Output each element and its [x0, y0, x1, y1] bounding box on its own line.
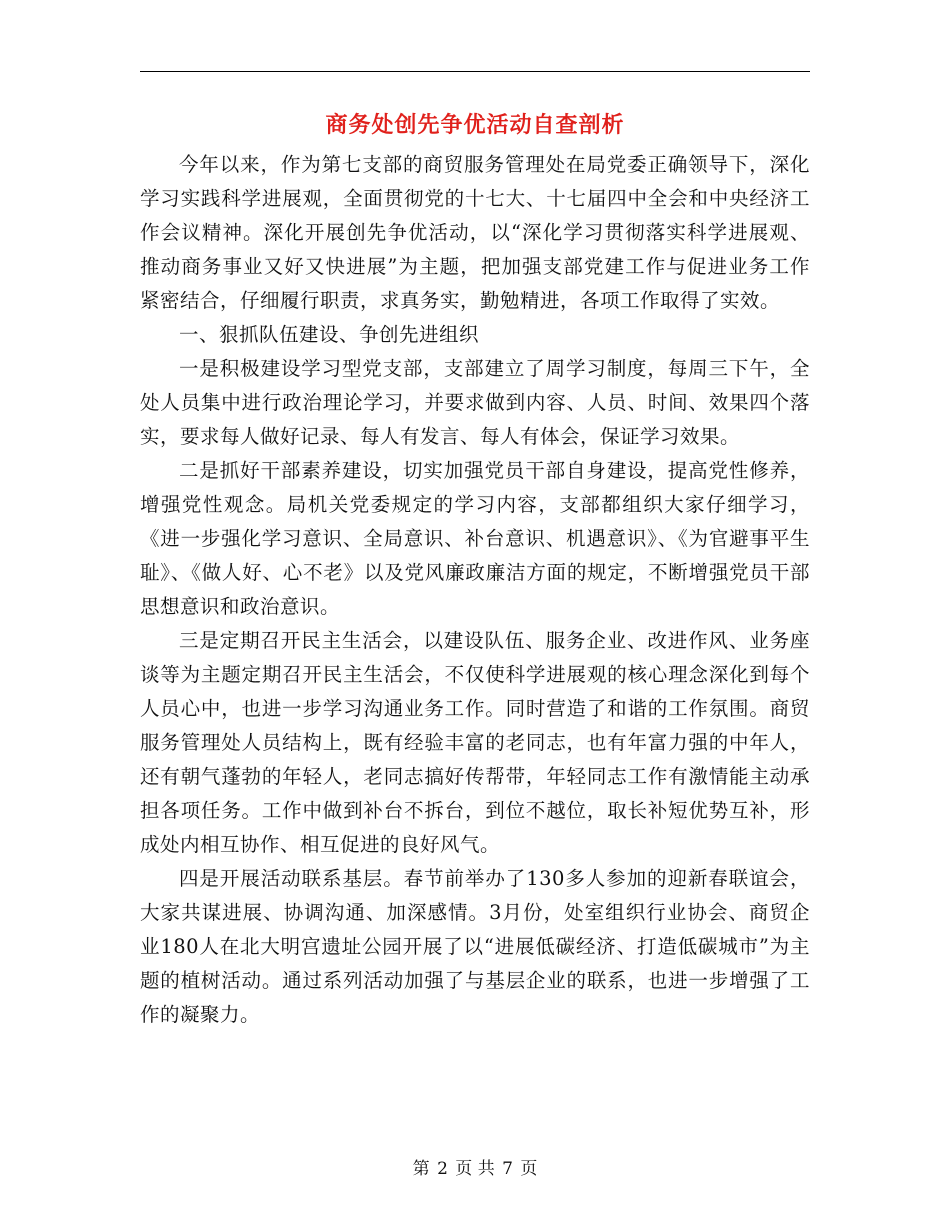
total-pages-number: 7 — [502, 1159, 513, 1179]
body-paragraph-3: 三是定期召开民主生活会，以建设队伍、服务企业、改进作风、业务座谈等为主题定期召开民主生活会，不仅使科学进展观的核心理念深化到每个人员心中，也进一步学习沟通业务工作。同时营造了和谐的工作氛围。商贸服务管理处人员结构上，既有经验丰富的老同志，也有年富力强的中年人，还有朝气蓬勃的年轻人，老同志搞好传帮带，年轻同志工作有激情能主动承担各项任务。工作中做到补台不拆台，到位不越位，取长补短优势互补，形成处内相互协作、相互促进的良好风气。 — [140, 629, 810, 856]
footer-middle: 页 共 — [455, 1159, 495, 1179]
footer-suffix: 页 — [520, 1159, 538, 1179]
document-title: 商务处创先争优活动自查剖析 — [325, 112, 625, 138]
body-paragraph-4: 四是开展活动联系基层。春节前举办了130多人参加的迎新春联谊会，大家共谋进展、协调沟通、加深感情。3月份，处室组织行业协会、商贸企业180人在北大明宫遗址公园开展了以“进展低碳经济、打造低碳城市”为主题的植树活动。通过系列活动加强了与基层企业的联系，也进一步增强了工作的凝聚力。 — [140, 867, 810, 1026]
footer-prefix: 第 — [412, 1159, 430, 1179]
intro-paragraph: 今年以来，作为第七支部的商贸服务管理处在局党委正确领导下，深化学习实践科学进展观，全面贯彻党的十七大、十七届四中全会和中央经济工作会议精神。深化开展创先争优活动，以“深化学习贯彻落实科学进展观、推动商务事业又好又快进展”为主题，把加强支部党建工作与促进业务工作紧密结合，仔细履行职责，求真务实，勤勉精进，各项工作取得了实效。 — [140, 153, 810, 312]
document-body — [140, 148, 810, 1032]
current-page-number: 2 — [437, 1159, 448, 1179]
body-paragraph-2: 二是抓好干部素养建设，切实加强党员干部自身建设，提高党性修养，增强党性观念。局机关党委规定的学习内容，支部都组织大家仔细学习，《进一步强化学习意识、全局意识、补台意识、机遇意识》、《为官避事平生耻》、《做人好、心不老》以及党风廉政廉洁方面的规定，不断增强党员干部思想意识和政治意识。 — [140, 459, 810, 618]
page-footer — [0, 1154, 950, 1179]
body-paragraph-1: 一是积极建设学习型党支部，支部建立了周学习制度，每周三下午，全处人员集中进行政治理论学习，并要求做到内容、人员、时间、效果四个落实，要求每人做好记录、每人有发言、每人有体会，保证学习效果。 — [140, 357, 810, 448]
section-heading: 一、狠抓队伍建设、争创先进组织 — [179, 323, 480, 346]
header-rule — [140, 71, 810, 72]
